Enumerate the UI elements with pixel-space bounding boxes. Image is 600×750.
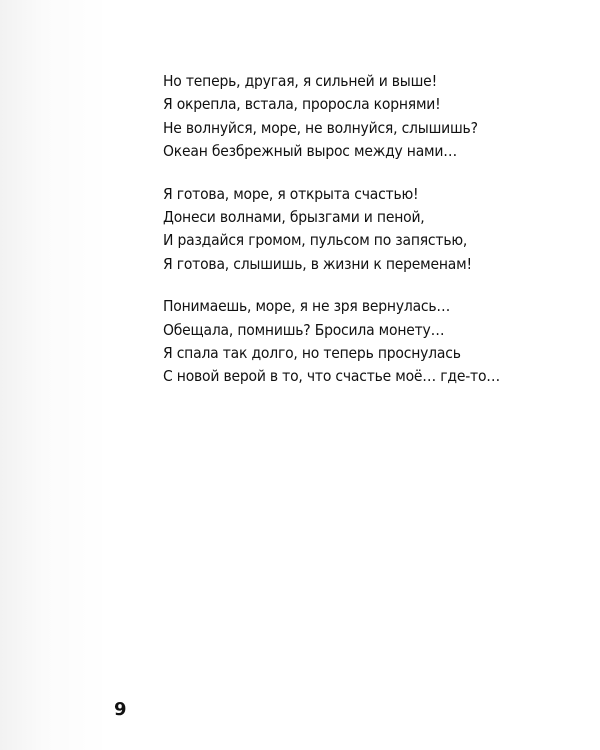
poem-line: Донеси волнами, брызгами и пеной, [163, 208, 425, 227]
poem-line: Я спала так долго, но теперь проснулась [163, 344, 461, 363]
poem-line: С новой верой в то, что счастье моё… где-то… [163, 367, 501, 386]
stanza-2 [163, 183, 583, 277]
poem-line: Но теперь, другая, я сильней и выше! [163, 72, 437, 90]
poem-line: Понимаешь, море, я не зря вернулась… [163, 297, 451, 316]
poem [163, 70, 583, 408]
poem-line: Я готова, море, я открыта счастью! [163, 184, 419, 203]
poem-line: Не волнуйся, море, не волнуйся, слышишь? [163, 118, 478, 137]
poem-line: Обещала, помнишь? Бросила монету… [163, 320, 445, 339]
stanza-3 [163, 295, 583, 389]
page-number: 9 [114, 699, 127, 720]
poem-line: Я окрепла, встала, проросла корнями! [163, 95, 441, 114]
stanza-1 [163, 70, 583, 164]
page-edge-shadow [0, 0, 110, 750]
poem-line: Я готова, слышишь, в жизни к переменам! [163, 254, 472, 273]
poem-line: Океан безбрежный вырос между нами… [163, 142, 457, 161]
poem-line: И раздайся громом, пульсом по запястью, [163, 231, 468, 250]
